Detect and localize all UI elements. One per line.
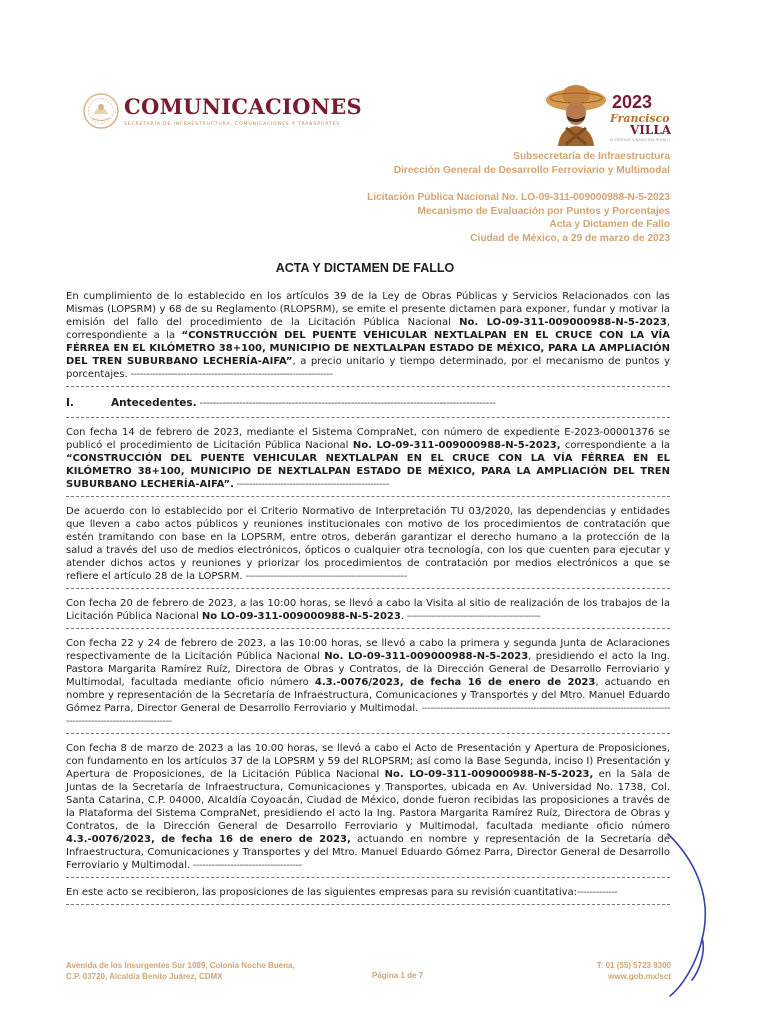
paragraph-juntas: Con fecha 22 y 24 de febrero de 2023, a las 10:00 horas, se llevó a cabo la primera y segunda Junta de Aclaraciones respectivamente de la Licitación Pública Nacional No. LO-09-311-009000988-N-5-2023, presidiendo el acto la Ing. Pastora Margarita Ramírez Ruíz, Directora de Obras y Contratos, de la Dirección General de Desarrollo Ferroviario y Multimodal, facultada mediante oficio número 4.3.-0076/2023, de fecha 16 de enero de 2023, actuando en nombre y representación de la Secretaría de Infraestructura, Comunicaciones y Transportes y del Mtro. Manuel Eduardo Gómez Parra, Director General de Desarrollo Ferroviario y Multimodal. ------------------------------------------------------------------------------------------------------------------ [66,638,670,727]
francisco-villa-logo [540,80,680,146]
brand-name: COMUNICACIONES [124,94,362,119]
footer-address: Avenida de los Insurgentes Sur 1089, Colonia Noche Buena, C.P. 03720, Alcaldía Benito Juárez, CDMX [66,961,295,981]
separator [66,386,670,387]
villa-tagline: EL REVOLUCIONARIO DEL PUEBLO [610,138,670,142]
header-line-subsecretaria: Subsecretaría de Infraestructura [513,151,670,162]
header-line-licitacion: Licitación Pública Nacional No. LO-09-311-009000988-N-5-2023 [367,192,670,203]
footer-contact [597,960,671,982]
section-heading: I. Antecedentes. ------------------------------------------------------------------------------------------ [66,397,496,409]
document-header-info [367,150,670,245]
paragraph-intro: En cumplimiento de lo establecido en los artículos 39 de la Ley de Obras Públicas y Servicios Relacionados con las Mismas (LOPSRM) y 68 de su Reglamento (RLOPSRM), se emite el presente dictamen para exponer, fundar y motivar la emisión del fallo del procedimiento de la Licitación Pública Nacional No. LO-09-311-009000988-N-5-2023, correspondiente a la “CONSTRUCCIÓN DEL PUENTE VEHICULAR NEXTLALPAN EN EL CRUCE CON LA VÍA FÉRREA EN EL KILÓMETRO 38+100, MUNICIPIO DE NEXTLALPAN ESTADO DE MÉXICO, PARA LA AMPLIACIÓN DEL TREN SUBURBANO LECHERÍA-AIFA”, a precio unitario y tiempo determinado, por el mecanismo de puntos y porcentajes. ----------------------------------------------------------------- [66,291,670,380]
document-body [66,290,670,913]
comunicaciones-logo [82,92,372,138]
separator [66,877,670,878]
separator [66,733,670,734]
brand-subtitle: SECRETARÍA DE INFRAESTRUCTURA, COMUNICACIONES Y TRANSPORTES [124,122,341,127]
footer-phone: T: 01 (55) 5723 9300 [596,961,671,970]
separator [66,417,670,418]
page-number: Página 1 de 7 [372,971,424,980]
paragraph-criterio: De acuerdo con lo establecido por el Criterio Normativo de Interpretación TU 03/2020, las dependencias y entidades que lleven a cabo actos públicos y reuniones institucionales con motivo de los procedimientos de contratación que estén tramitando con base en la LOPSRM, entre otros, deberán garantizar el derecho humano a la protección de la salud a través del uso de medios electrónicos, ópticos o cualquier otra tecnología, con los que cuenten para ejecutar y atender dichos actos y reuniones y priorizar los procedimientos de contratación por medios electrónicos a que se refiere el artículo 28 de la LOPSRM. ---------------------------------------------------- [66,506,670,582]
separator [66,904,670,905]
header-line-direccion: Dirección General de Desarrollo Ferroviario y Multimodal [393,164,670,176]
separator [66,588,670,589]
paragraph-proposiciones: En este acto se recibieron, las proposiciones de las siguientes empresas para su revisión cuantitativa:------------- [66,887,618,898]
paragraph-apertura: Con fecha 8 de marzo de 2023 a las 10.00 horas, se llevó a cabo el Acto de Presentación y Apertura de Proposiciones, con fundamento en los artículos 37 de la LOPSRM y 59 del RLOPSRM; así como la Base Segunda, inciso I) Presentación y Apertura de Proposiciones, de la Licitación Pública Nacional No. LO-09-311-009000988-N-5-2023, en la Sala de Juntas de la Secretaría de Infraestructura, Comunicaciones y Transportes, ubicada en Av. Universidad No. 1738, Col. Santa Catarina, C.P. 04000, Alcaldía Coyoacán, Ciudad de México, donde fueron recibidas las proposiciones a través de la Plataforma del Sistema CompraNet, presidiendo el acto la Ing. Pastora Margarita Ramírez Ruíz, Directora de Obras y Contratos, de la Dirección General de Desarrollo Ferroviario y Multimodal, facultada mediante oficio número 4.3.-0076/2023, de fecha 16 de enero de 2023, actuando en nombre y representación de la Secretaría de Infraestructura, Comunicaciones y Transportes y del Mtro. Manuel Eduardo Gómez Parra, Director General de Desarrollo Ferroviario y Multimodal. ----------------------------------- [66,743,670,871]
header-line-fecha: Ciudad de México, a 29 de marzo de 2023 [470,232,670,244]
header-line-mecanismo: Mecanismo de Evaluación por Puntos y Porcentajes [417,205,670,217]
national-seal-icon [82,92,120,130]
villa-surname: VILLA [630,123,672,137]
separator [66,496,670,497]
paragraph-visita: Con fecha 20 de febrero de 2023, a las 10:00 horas, se llevó a cabo la Visita al sitio de realización de los trabajos de la Licitación Pública Nacional No LO-09-311-009000988-N-5-2023. ------------------------------------------- [66,598,670,622]
header-line-acta: Acta y Dictamen de Fallo [549,219,670,230]
separator [66,628,670,629]
villa-year: 2023 [612,92,653,112]
villa-name: Francisco [610,112,670,125]
document-title: ACTA Y DICTAMEN DE FALLO [275,261,455,275]
villa-portrait-icon [540,80,616,146]
footer-website[interactable]: www.gob.mx/sct [608,972,671,981]
paragraph-publicacion: Con fecha 14 de febrero de 2023, mediante el Sistema CompraNet, con número de expediente E-2023-00001376 se publicó el procedimiento de Licitación Pública Nacional No. LO-09-311-009000988-N-5-2023, correspondiente a la “CONSTRUCCIÓN DEL PUENTE VEHICULAR NEXTLALPAN EN EL CRUCE CON LA VÍA FÉRREA EN EL KILÓMETRO 38+100, MUNICIPIO DE NEXTLALPAN ESTADO DE MÉXICO, PARA LA AMPLIACIÓN DEL TREN SUBURBANO LECHERÍA-AIFA”. ------------------------------------------------- [66,427,671,490]
